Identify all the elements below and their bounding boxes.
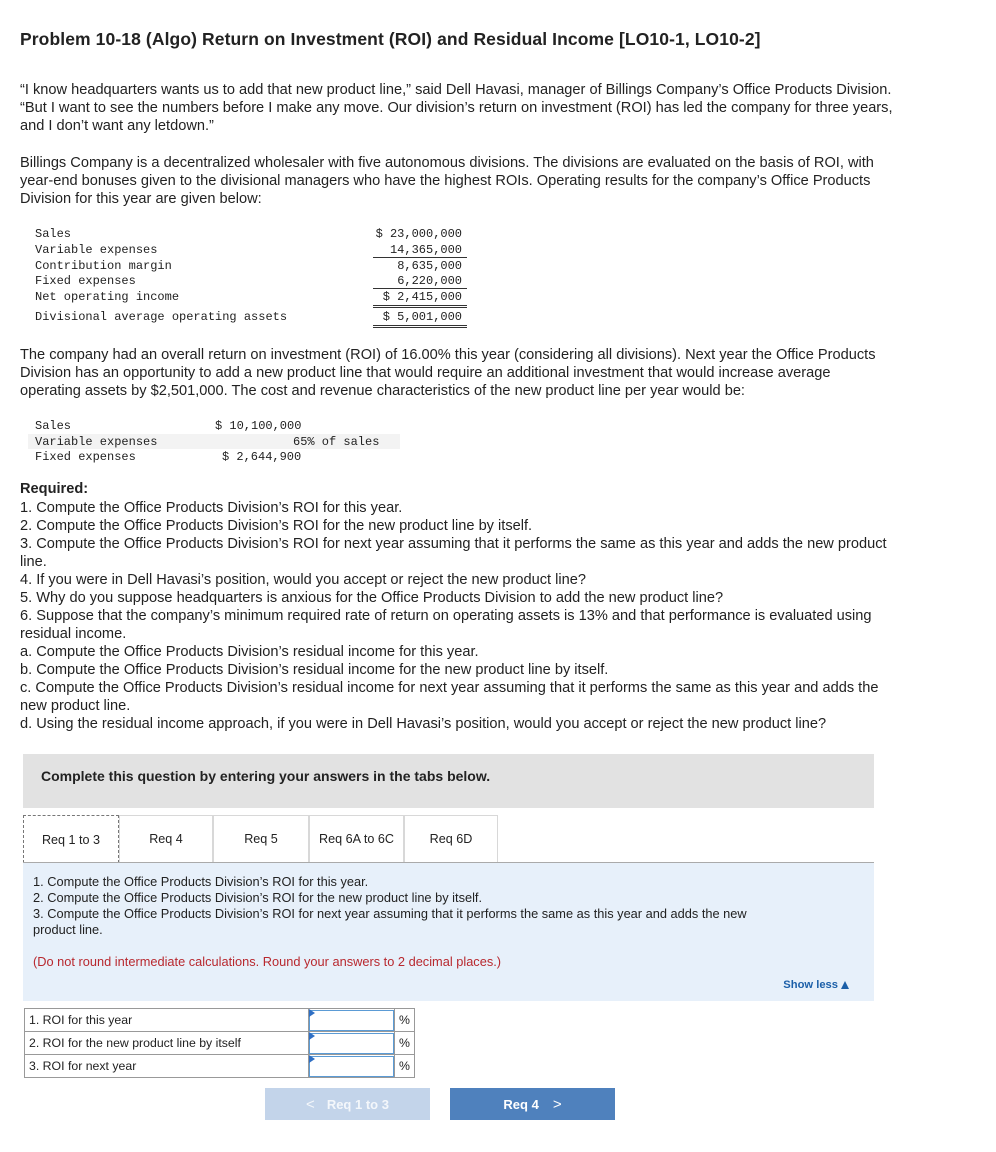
new-line-value: 65% of sales: [293, 434, 380, 449]
answer-row: [25, 1032, 415, 1055]
problem-title: Problem 10-18 (Algo) Return on Investment (ROI) and Residual Income [LO10-1, LO10-2]: [20, 29, 761, 49]
question-panel: [23, 863, 874, 1001]
results-row: [28, 273, 470, 289]
answer-table: [24, 1008, 415, 1078]
required-item: 2. Compute the Office Products Division’s ROI for the new product line by itself.: [20, 518, 533, 534]
context-line: year-end bonuses given to the divisional managers who have the highest ROIs. Operating results for the company’s Office Products: [20, 173, 871, 189]
required-list: [20, 499, 976, 733]
results-row: [28, 226, 470, 242]
show-less-label: Show less: [783, 979, 838, 991]
new-line-paragraph: [20, 346, 980, 400]
results-value: 6,220,000: [397, 274, 462, 289]
double-underline: [373, 305, 467, 306]
percent-unit: %: [395, 1009, 415, 1032]
banner-text: Complete this question by entering your answers in the tabs below.: [41, 768, 491, 784]
new-line-label: Fixed expenses: [35, 450, 136, 464]
instruction-line: 2. Compute the Office Products Division’s ROI for the new product line by itself.: [33, 890, 483, 905]
tab-req-1-to-3[interactable]: Req 1 to 3: [23, 815, 119, 863]
intro-line: and I don’t want any letdown.”: [20, 118, 214, 134]
results-row: [28, 309, 470, 325]
required-item: new product line.: [20, 698, 131, 714]
required-item: 1. Compute the Office Products Division’s ROI for this year.: [20, 500, 403, 516]
required-item: 5. Why do you suppose headquarters is anxious for the Office Products Division to add the new product line?: [20, 590, 724, 606]
intro-line: “I know headquarters wants us to add that new product line,” said Dell Havasi, manager of Billings Company’s Office Products Division.: [20, 82, 892, 98]
answer-cell: [309, 1032, 395, 1055]
input-flag-icon: [309, 1032, 315, 1040]
context-line: Billings Company is a decentralized wholesaler with five autonomous divisions. The divisions are evaluated on the basis of ROI, with: [20, 155, 874, 171]
results-value: $ 5,001,000: [382, 309, 462, 324]
answer-label: 1. ROI for this year: [25, 1009, 309, 1032]
context-paragraph: [20, 154, 980, 208]
tab-req-4[interactable]: Req 4: [119, 815, 213, 863]
results-value: 14,365,000: [389, 242, 462, 257]
double-underline: [373, 325, 467, 326]
new-line-value: $ 2,644,900: [222, 450, 302, 464]
results-row: [28, 289, 470, 305]
answer-label: 2. ROI for the new product line by itself: [25, 1032, 309, 1055]
results-label: Net operating income: [35, 290, 180, 305]
new-line-text: Division has an opportunity to add a new product line that would require an additional investment that would increase average: [20, 365, 831, 381]
results-label: Divisional average operating assets: [35, 309, 288, 324]
instruction-line: product line.: [33, 922, 103, 937]
tab-req-6d[interactable]: Req 6D: [404, 815, 498, 863]
required-item: a. Compute the Office Products Division’s residual income for this year.: [20, 644, 479, 660]
instruction-line: 1. Compute the Office Products Division’s ROI for this year.: [33, 874, 369, 889]
answer-cell: [309, 1055, 395, 1078]
percent-unit: %: [395, 1055, 415, 1078]
caret-up-icon: [841, 981, 849, 989]
results-label: Variable expenses: [35, 242, 158, 257]
required-item: d. Using the residual income approach, if you were in Dell Havasi’s position, would you accept or reject the new product line?: [20, 716, 827, 732]
input-flag-icon: [309, 1055, 315, 1063]
new-line-row: [28, 434, 400, 450]
results-label: Contribution margin: [35, 258, 172, 273]
required-item: 6. Suppose that the company’s minimum required rate of return on operating assets is 13% and that performance is evaluated using: [20, 608, 872, 624]
results-label: Sales: [35, 227, 72, 241]
panel-instructions: [33, 874, 871, 938]
roi-this-year-input[interactable]: [309, 1010, 394, 1031]
instruction-line: 3. Compute the Office Products Division’s ROI for next year assuming that it performs the same as this year and adds the new: [33, 906, 747, 921]
tab-req-6a-to-6c[interactable]: Req 6A to 6C: [309, 815, 404, 863]
instruction-banner: [23, 754, 874, 808]
required-heading: Required:: [20, 481, 89, 497]
new-line-row: [28, 418, 400, 434]
required-item: residual income.: [20, 626, 127, 642]
results-row: [28, 258, 470, 274]
required-item: 4. If you were in Dell Havasi’s position, would you accept or reject the new product line?: [20, 572, 586, 588]
context-line: Division for this year are given below:: [20, 191, 262, 207]
results-value: $ 23,000,000: [375, 227, 462, 241]
results-label: Fixed expenses: [35, 274, 136, 289]
intro-line: “But I want to see the numbers before I make any move. Our division’s return on investment (ROI) has led the company for three years,: [20, 100, 893, 116]
answer-row: [25, 1055, 415, 1078]
prev-req-button[interactable]: [265, 1088, 430, 1120]
intro-paragraph: [20, 81, 980, 135]
required-item: 3. Compute the Office Products Division’s ROI for next year assuming that it performs the same as this year and adds the new product: [20, 536, 887, 552]
answer-row: [25, 1009, 415, 1032]
double-underline: [373, 307, 467, 308]
chevron-left-icon: <: [306, 1095, 315, 1113]
new-line-row: [28, 449, 400, 465]
answer-label: 3. ROI for next year: [25, 1055, 309, 1078]
results-value: 8,635,000: [397, 258, 462, 273]
results-row: [28, 242, 470, 258]
operating-results-table: [28, 226, 470, 325]
double-underline: [373, 327, 467, 328]
required-item: c. Compute the Office Products Division’s residual income for next year assuming that it performs the same as this year and adds the: [20, 680, 879, 696]
roi-next-year-input[interactable]: [309, 1056, 394, 1077]
required-item: line.: [20, 554, 47, 570]
next-button-label: Req 4: [503, 1096, 539, 1112]
percent-unit: %: [395, 1032, 415, 1055]
new-line-text: operating assets by $2,501,000. The cost and revenue characteristics of the new product line per year would be:: [20, 383, 745, 399]
required-item: b. Compute the Office Products Division’s residual income for the new product line by itself.: [20, 662, 609, 678]
roi-new-line-input[interactable]: [309, 1033, 394, 1054]
next-req-button[interactable]: [450, 1088, 615, 1120]
input-flag-icon: [309, 1009, 315, 1017]
new-line-label: Sales: [35, 419, 72, 433]
answer-cell: [309, 1009, 395, 1032]
show-less-link[interactable]: [783, 979, 849, 991]
tab-req-5[interactable]: Req 5: [213, 815, 309, 863]
results-value: $ 2,415,000: [382, 290, 462, 305]
new-line-value: $ 10,100,000: [215, 419, 302, 433]
new-line-text: The company had an overall return on investment (ROI) of 16.00% this year (considering all divisions). Next year the Office Products: [20, 347, 876, 363]
new-line-label: Variable expenses: [35, 434, 158, 449]
chevron-right-icon: >: [552, 1095, 562, 1113]
new-product-line-table: [28, 418, 400, 465]
rounding-note: (Do not round intermediate calculations. Round your answers to 2 decimal places.): [33, 954, 502, 969]
prev-button-label: Req 1 to 3: [326, 1096, 389, 1112]
